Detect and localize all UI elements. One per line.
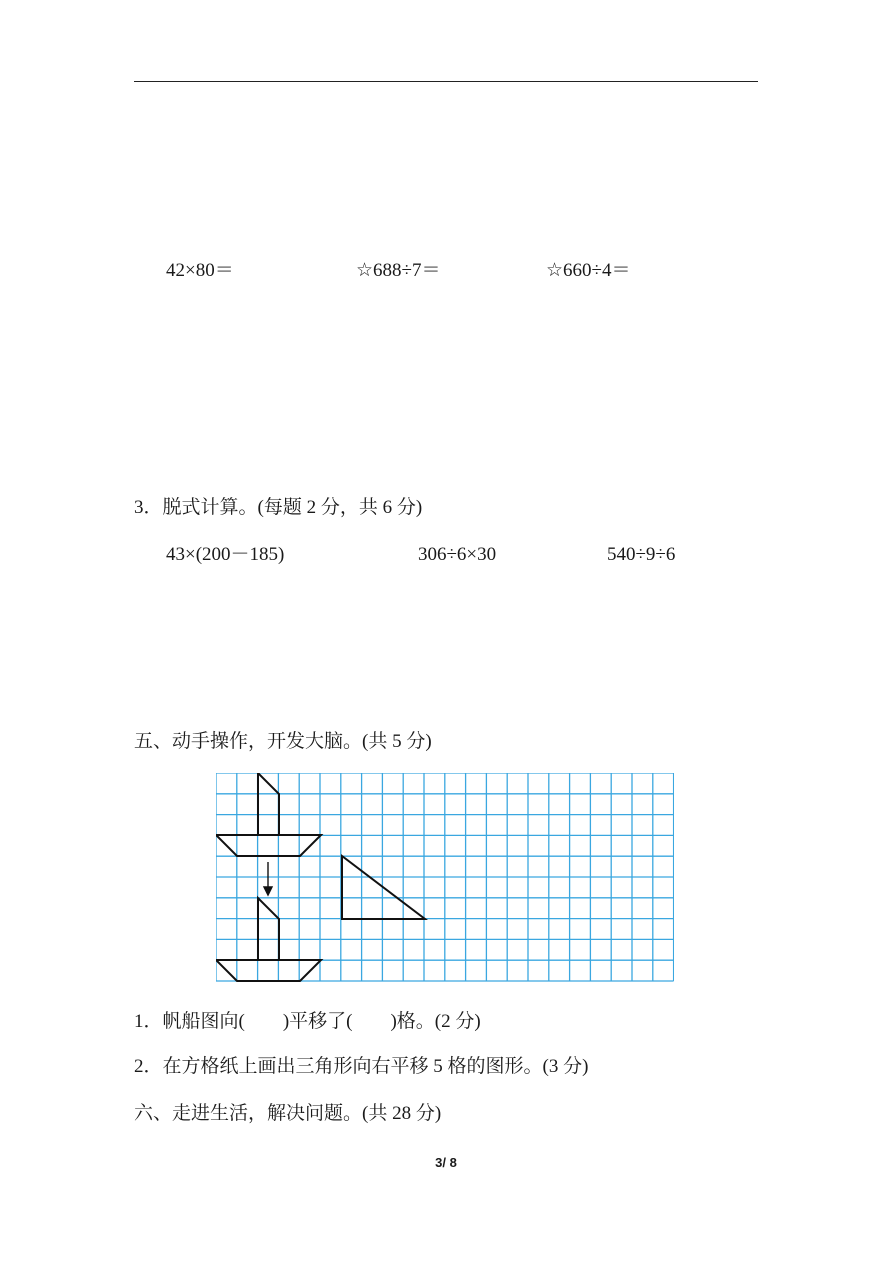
q3-item-3: 540÷9÷6	[607, 544, 676, 565]
move-arrow	[264, 862, 272, 895]
sailboat-top-sail	[258, 773, 279, 835]
triangle	[342, 856, 425, 919]
arrow-head	[264, 887, 272, 895]
q3-item-1: 43×(200－185)	[166, 544, 285, 565]
grid-lines	[216, 773, 674, 981]
page-number: 3/ 8	[435, 1155, 457, 1170]
sailboat-top-hull	[216, 835, 321, 856]
calc-item-1: 42×80＝	[166, 260, 234, 281]
grid-figure	[216, 773, 674, 988]
section5-title: 五、动手操作，开发大脑。(共 5 分)	[134, 731, 432, 752]
calc-item-2: ☆688÷7＝	[356, 260, 441, 281]
grid-svg	[216, 773, 674, 983]
section5-q1: 1．帆船图向( )平移了( )格。(2 分)	[134, 1011, 481, 1032]
section6-title: 六、走进生活，解决问题。(共 28 分)	[134, 1103, 442, 1124]
header-rule	[134, 81, 758, 82]
section5-q2: 2．在方格纸上画出三角形向右平移 5 格的图形。(3 分)	[134, 1056, 589, 1077]
q3-title: 3．脱式计算。(每题 2 分，共 6 分)	[134, 497, 423, 518]
sailboat-bottom-sail	[258, 898, 279, 960]
q3-item-2: 306÷6×30	[418, 544, 497, 565]
sailboat-bottom-hull	[216, 960, 321, 981]
calc-item-3: ☆660÷4＝	[546, 260, 631, 281]
